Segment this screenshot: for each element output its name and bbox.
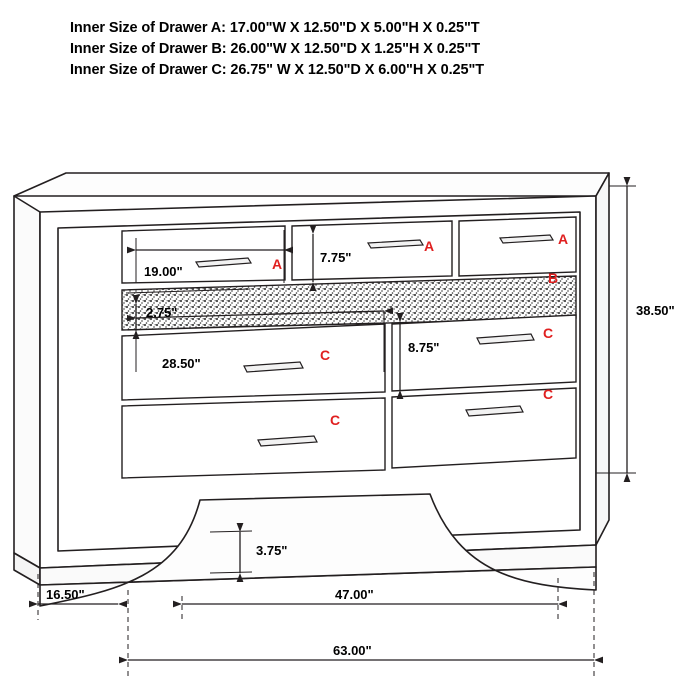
dim-inner-width: 47.00" (335, 587, 374, 602)
dim-overall-width: 63.00" (333, 643, 372, 658)
label-drawer-b: B (548, 270, 559, 286)
spec-line-b: Inner Size of Drawer B: 26.00"W X 12.50"D X 1.25"H X 0.25"T (70, 41, 481, 57)
dim-drawer-c-width: 28.50" (162, 356, 201, 371)
label-drawer-a1: A (272, 256, 283, 272)
dim-overall-height: 38.50" (636, 303, 675, 318)
label-drawer-c-left-top: C (320, 347, 331, 363)
label-drawer-c-right-top: C (543, 325, 554, 341)
dim-drawer-c-height: 8.75" (408, 340, 440, 355)
dim-drawer-a-width: 19.00" (144, 264, 183, 279)
label-drawer-a2: A (424, 238, 435, 254)
label-drawer-a3: A (558, 231, 569, 247)
dim-depth: 16.50" (46, 587, 85, 602)
dim-base-height: 3.75" (256, 543, 288, 558)
spec-line-a: Inner Size of Drawer A: 17.00"W X 12.50"D X 5.00"H X 0.25"T (70, 20, 480, 36)
dim-drawer-a-height: 7.75" (320, 250, 352, 265)
label-drawer-c-right-bottom: C (543, 386, 554, 402)
spec-line-c: Inner Size of Drawer C: 26.75" W X 12.50"D X 6.00"H X 0.25"T (70, 62, 484, 78)
label-drawer-c-left-bottom: C (330, 412, 341, 428)
dim-drawer-b-height: 2.75" (146, 305, 178, 320)
